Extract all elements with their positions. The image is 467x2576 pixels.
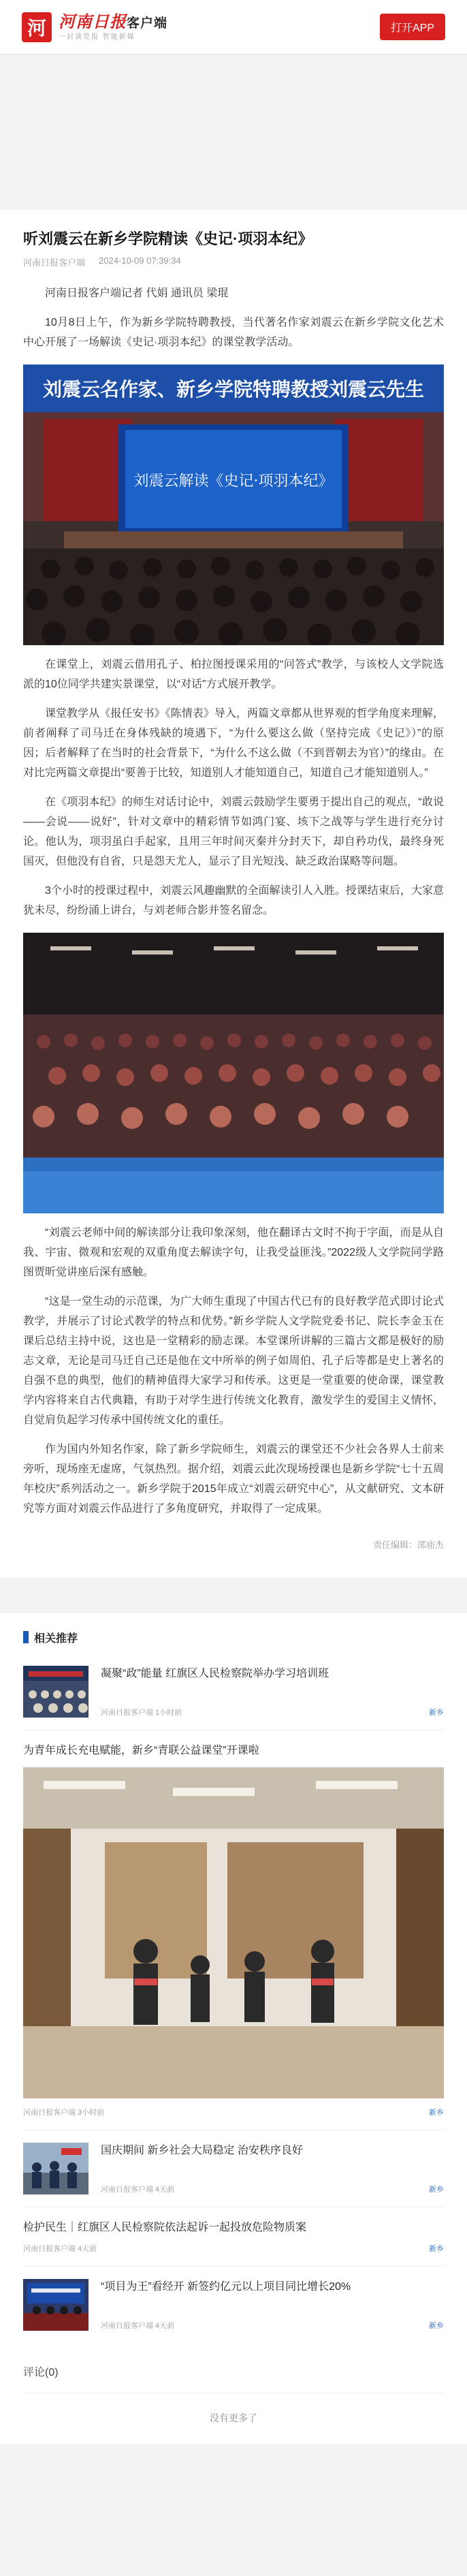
- recommend-title: 国庆期间 新乡社会大局稳定 治安秩序良好: [101, 2144, 303, 2156]
- recommend-tag[interactable]: 新乡: [429, 1708, 444, 1717]
- logo-suffix: 客户端: [127, 16, 168, 31]
- recommend-title: 检护民生｜红旗区人民检察院依法起诉一起投放危险物质案: [23, 2221, 307, 2233]
- recommend-source: [23, 2243, 444, 2254]
- logo-slogan: 一封谈党报 智能新媒: [59, 33, 135, 41]
- comments-section: [0, 2350, 467, 2444]
- public-class-image: [23, 1767, 444, 2098]
- meeting-thumbnail-image: [23, 1666, 88, 1718]
- article-paragraph: 作为国内外知名作家，除了新乡学院师生，刘震云的课堂还不少社会各界人士前来旁听，现场座无虚席，气氛热烈。据介绍，刘震云此次现场授课也是新乡学院“七十五周年校庆”系列活动之一。新乡学院于2015年成立“刘震云研究中心”，从文献研究、文本研究等方面对刘震云作品进行了多角度研究，并取得了一定成果。: [23, 1443, 444, 1515]
- recommend-title: “项目为王”看经开 新签约亿元以上项目同比增长20%: [101, 2280, 351, 2293]
- article-paragraph: 10月8日上午，作为新乡学院特聘教授，当代著名作家刘震云在新乡学院文化艺术中心开展了一场解读《史记·项羽本纪》的课堂教学活动。: [23, 316, 444, 348]
- article-meta: [23, 255, 444, 268]
- article-paragraph: 课堂教学从《报任安书》《陈情表》导入，两篇文章都从世界观的哲学角度来理解，前者阐释了司马迁在身体残缺的境遇下，“为什么要这么做（坚持完成《史记》）”的原因；后者解释了在当时的社会背景下，“为什么不这么做（不到晋朝去为官）”的缘由。在对比完两篇文章提出“要善于比较，知道别人才能知道自己，知道自己才能知道别人。”: [23, 707, 444, 779]
- recommend-tag[interactable]: 新乡: [429, 2108, 444, 2117]
- stage-banner-text: 刘震云名作家、新乡学院特聘教授刘震云先生: [42, 378, 425, 400]
- recommend-source: [101, 2184, 444, 2194]
- article-content: [23, 283, 444, 1519]
- stage-screen-text: 刘震云解读《史记·项羽本纪》: [133, 472, 334, 490]
- audience-illustration: [23, 933, 444, 1213]
- recommend-tag[interactable]: 新乡: [429, 2185, 444, 2194]
- recommend-body: [101, 1666, 444, 1718]
- recommend-title: 为青年成长充电赋能，新乡“青联公益课堂”开课啦: [23, 1744, 259, 1756]
- recommend-title: 凝聚“政”能量 红旗区人民检察院举办学习培训班: [101, 1667, 329, 1679]
- recommend-source: [101, 1707, 444, 1718]
- article-title: 听刘震云在新乡学院精读《史记·项羽本纪》: [23, 230, 313, 247]
- recommend-thumbnail: [23, 2143, 88, 2194]
- lecture-stage-illustration: [23, 364, 444, 645]
- recommend-item[interactable]: [23, 2207, 444, 2267]
- recommend-item[interactable]: [23, 1654, 444, 1731]
- police-thumbnail-image: [23, 2143, 88, 2194]
- logo-text: [59, 13, 167, 41]
- article: [0, 210, 467, 1578]
- responsible-editor: 责任编辑：邵庙杰: [372, 1539, 444, 1550]
- recommend-section: [0, 1613, 467, 2350]
- recommend-heading-text: 相关推荐: [34, 1632, 78, 1645]
- recommend-item[interactable]: [23, 1731, 444, 2130]
- recommend-source: [101, 2320, 444, 2331]
- recommend-body: [101, 2143, 444, 2194]
- recommend-source-text: 河南日报客户端 1小时前: [101, 1708, 182, 1717]
- article-paragraph: 在《项羽本纪》的师生对话讨论中，刘震云鼓励学生要勇于提出自己的观点，“敢说——会说——说好”，针对文章中的精彩情节如鸿门宴、垓下之战等与学生进行充分讨论。他认为，项羽虽白手起家，且用三年时间灭秦并分封天下，却自矜功伐，最终身死国灭，但他没有自省，只是怨天尤人，显示了目光短浅、缺乏政治谋略等问题。: [23, 796, 444, 867]
- logo-main-text: 河南日报: [59, 12, 127, 32]
- recommend-source: [23, 2107, 444, 2117]
- top-header: [0, 0, 467, 55]
- recommend-source-text: 河南日报客户端 4天前: [101, 2185, 175, 2194]
- article-paragraph: “这是一堂生动的示范课，为广大师生重现了中国古代已有的良好教学范式即讨论式教学，并展示了讨论式教学的特点和优势。”新乡学院人文学院党委书记、院长李金玉在课后总结主持中说，这也是一堂精彩的励志课。本堂课所讲解的三篇古文都是极好的励志文章，无论是司马迁自己还是他在文中所举的例子如周伯、孔子后等都是史上著名的自强不息的典型，他们的精神值得大家学习和传承。这更是一堂重要的使命课，课堂教学内容将来自古代典籍，有助于对学生进行传统文化教育，激发学生的爱国主义情怀，自觉肩负起学习传承中国传统文化的重任。: [23, 1295, 444, 1426]
- recommend-thumbnail: [23, 2279, 88, 2331]
- recommend-source-text: 河南日报客户端 4天前: [23, 2244, 97, 2253]
- article-byline: 河南日报客户端记者 代娟 通讯员 梁琨: [45, 287, 229, 299]
- audience-photo[interactable]: [23, 933, 444, 1213]
- app-logo[interactable]: [22, 12, 167, 42]
- recommend-large-image: [23, 1767, 444, 2098]
- recommend-item[interactable]: [23, 2267, 444, 2343]
- article-paragraph: 3个小时的授课过程中，刘震云风趣幽默的全面解读引人入胜。授课结束后，大家意犹未尽，纷纷涌上讲台，与刘老师合影并签名留念。: [23, 884, 444, 916]
- section-marker-icon: [23, 1631, 29, 1643]
- article-paragraph: “刘震云老师中间的解读部分让我印象深刻，他在翻译古文时不拘于字面，而是从自我、宇宙、微观和宏观的双重角度去解读字句，让我受益匪浅。”2022级人文学院同学路图贾昕觉讲座后深有感触。: [23, 1226, 444, 1278]
- project-signing-thumbnail-image: [23, 2279, 88, 2331]
- open-app-button[interactable]: 打开APP: [380, 14, 445, 40]
- recommend-item[interactable]: [23, 2130, 444, 2207]
- logo-mark: 河: [22, 12, 52, 42]
- recommend-source-text: 河南日报客户端 4天前: [101, 2321, 175, 2330]
- recommend-tag[interactable]: 新乡: [429, 2244, 444, 2253]
- logo-main: [59, 13, 167, 31]
- recommend-heading: [23, 1630, 444, 1654]
- comments-heading: 评论(0): [23, 2363, 444, 2393]
- article-paragraph: 在课堂上，刘震云借用孔子、柏拉图授课采用的“问答式”教学，与该校人文学院选派的10位同学共建实景课堂，以“对话”方式展开教学。: [23, 658, 444, 690]
- recommend-source-text: 河南日报客户端 3小时前: [23, 2108, 105, 2117]
- lecture-stage-photo[interactable]: [23, 364, 444, 645]
- recommend-body: [101, 2279, 444, 2331]
- no-more-text: 没有更多了: [210, 2412, 257, 2423]
- article-time: 2024-10-09 07:39:34: [99, 255, 181, 266]
- article-source: 河南日报客户端: [23, 257, 86, 268]
- recommend-tag[interactable]: 新乡: [429, 2321, 444, 2330]
- page-bottom: [0, 2444, 467, 2512]
- recommend-thumbnail: [23, 1666, 88, 1718]
